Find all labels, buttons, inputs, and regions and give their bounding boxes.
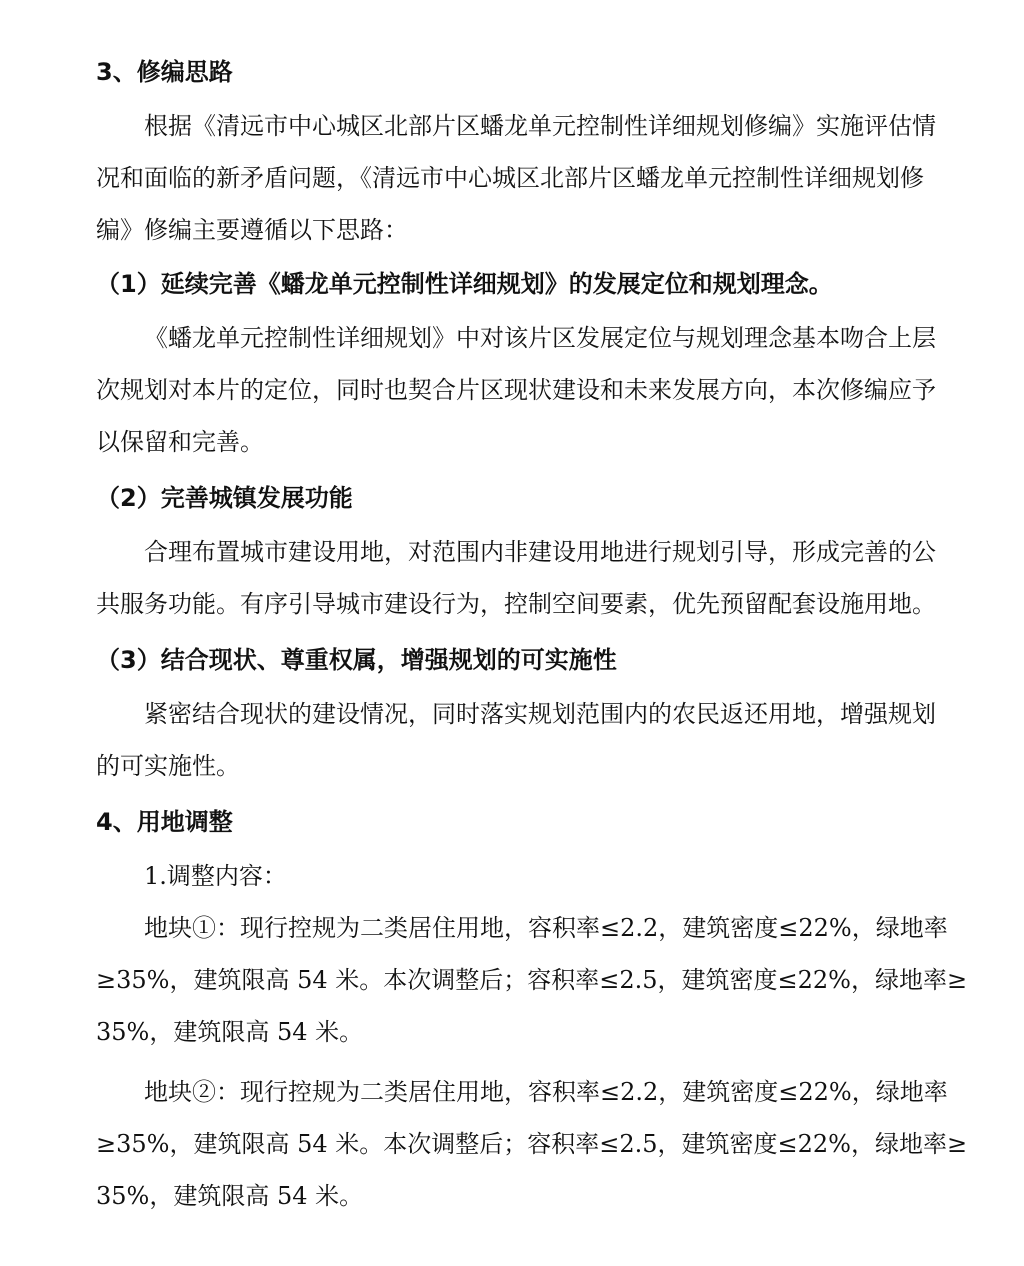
point-3-line: 的可实施性。	[96, 752, 240, 780]
section-3-intro-line: 况和面临的新矛盾问题，《清远市中心城区北部片区蟠龙单元控制性详细规划修	[96, 164, 924, 192]
point-1-line: 次规划对本片的定位，同时也契合片区现状建设和未来发展方向，本次修编应予	[96, 376, 936, 404]
plot-2-line: 地块②：现行控规为二类居住用地，容积率≤2.2，建筑密度≤22%，绿地率	[144, 1078, 948, 1106]
plot-2-line: 35%，建筑限高 54 米。	[96, 1182, 364, 1210]
plot-1-line: ≥35%，建筑限高 54 米。本次调整后；容积率≤2.5，建筑密度≤22%，绿地率≥	[96, 966, 968, 994]
plot-1-line: 地块①：现行控规为二类居住用地，容积率≤2.2，建筑密度≤22%，绿地率	[144, 914, 948, 942]
point-1-line: 以保留和完善。	[96, 428, 264, 456]
point-2-line: 共服务功能。有序引导城市建设行为，控制空间要素，优先预留配套设施用地。	[96, 590, 936, 618]
point-2-line: 合理布置城市建设用地，对范围内非建设用地进行规划引导，形成完善的公	[144, 538, 936, 566]
plot-1-line: 35%，建筑限高 54 米。	[96, 1018, 364, 1046]
section-4-heading: 4、用地调整	[96, 808, 233, 836]
point-3-title: （3）结合现状、尊重权属，增强规划的可实施性	[96, 646, 617, 674]
point-3-line: 紧密结合现状的建设情况，同时落实规划范围内的农民返还用地，增强规划	[144, 700, 936, 728]
point-1-title: （1）延续完善《蟠龙单元控制性详细规划》的发展定位和规划理念。	[96, 270, 833, 298]
section-3-intro-line: 根据《清远市中心城区北部片区蟠龙单元控制性详细规划修编》实施评估情	[144, 112, 936, 140]
section-3-intro-line: 编》修编主要遵循以下思路：	[96, 216, 408, 244]
section-3-heading: 3、修编思路	[96, 58, 233, 86]
point-1-line: 《蟠龙单元控制性详细规划》中对该片区发展定位与规划理念基本吻合上层	[144, 324, 936, 352]
section-4-subheading: 1.调整内容：	[144, 862, 287, 890]
plot-2-line: ≥35%，建筑限高 54 米。本次调整后；容积率≤2.5，建筑密度≤22%，绿地率≥	[96, 1130, 968, 1158]
point-2-title: （2）完善城镇发展功能	[96, 484, 353, 512]
